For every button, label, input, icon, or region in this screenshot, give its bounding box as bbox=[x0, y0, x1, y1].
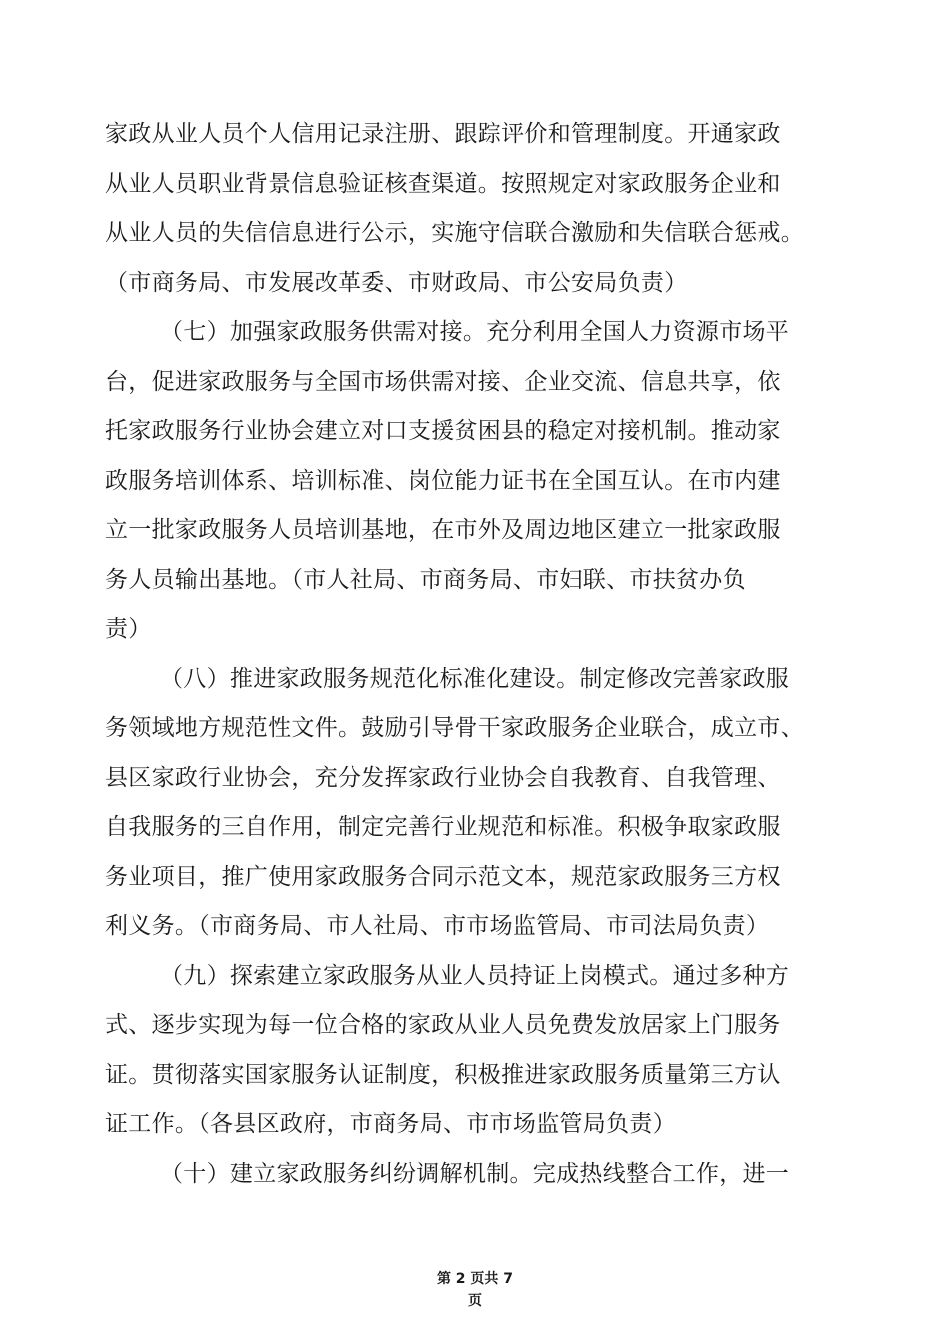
text-line: 务领域地方规范性文件。鼓励引导骨干家政服务企业联合，成立市、 bbox=[105, 715, 804, 741]
text-line: 自我服务的三自作用，制定完善行业规范和标准。积极争取家政服 bbox=[105, 814, 781, 840]
text-line: 式、逐步实现为每一位合格的家政从业人员免费发放居家上门服务 bbox=[105, 1012, 781, 1038]
text-line: 务业项目，推广使用家政服务合同示范文本，规范家政服务三方权 bbox=[105, 863, 781, 890]
paragraph-first-line: （七）加强家政服务供需对接。充分利用全国人力资源市场平 bbox=[160, 319, 790, 345]
paragraph-first-line: （十）建立家政服务纠纷调解机制。完成热线整合工作，进一 bbox=[160, 1160, 790, 1187]
document-body bbox=[105, 110, 865, 1199]
text-line: 务人员输出基地。（市人社局、市商务局、市妇联、市扶贫办负 bbox=[105, 566, 746, 593]
text-line: 家政从业人员个人信用记录注册、跟踪评价和管理制度。开通家政 bbox=[105, 121, 781, 147]
text-line: 台，促进家政服务与全国市场供需对接、企业交流、信息共享，依 bbox=[105, 368, 781, 395]
paragraph-first-line: （九）探索建立家政服务从业人员持证上岗模式。通过多种方 bbox=[160, 962, 790, 989]
text-line: 政服务培训体系、培训标准、岗位能力证书在全国互认。在市内建 bbox=[105, 467, 781, 494]
text-line: 立一批家政服务人员培训基地，在市外及周边地区建立一批家政服 bbox=[105, 517, 781, 543]
text-line: 证工作。（各县区政府，市商务局、市市场监管局负责） bbox=[105, 1111, 676, 1137]
text-line: 县区家政行业协会，充分发挥家政行业协会自我教育、自我管理、 bbox=[105, 764, 781, 791]
page-number: 第 2 页共 7 bbox=[436, 1271, 514, 1287]
page-number-continued: 页 bbox=[468, 1293, 482, 1309]
text-line: 利义务。（市商务局、市人社局、市市场监管局、市司法局负责） bbox=[105, 913, 770, 939]
paragraph-first-line: （八）推进家政服务规范化标准化建设。制定修改完善家政服 bbox=[160, 665, 790, 692]
text-line: 托家政服务行业协会建立对口支援贫困县的稳定对接机制。推动家 bbox=[105, 418, 781, 444]
text-line: 责） bbox=[105, 616, 152, 642]
text-line: 证。贯彻落实国家服务认证制度，积极推进家政服务质量第三方认 bbox=[105, 1061, 781, 1088]
text-line: （市商务局、市发展改革委、市财政局、市公安局负责） bbox=[105, 269, 688, 296]
text-line: 从业人员的失信信息进行公示，实施守信联合激励和失信联合惩戒。 bbox=[105, 220, 804, 246]
text-line: 从业人员职业背景信息验证核查渠道。按照规定对家政服务企业和 bbox=[105, 170, 781, 197]
